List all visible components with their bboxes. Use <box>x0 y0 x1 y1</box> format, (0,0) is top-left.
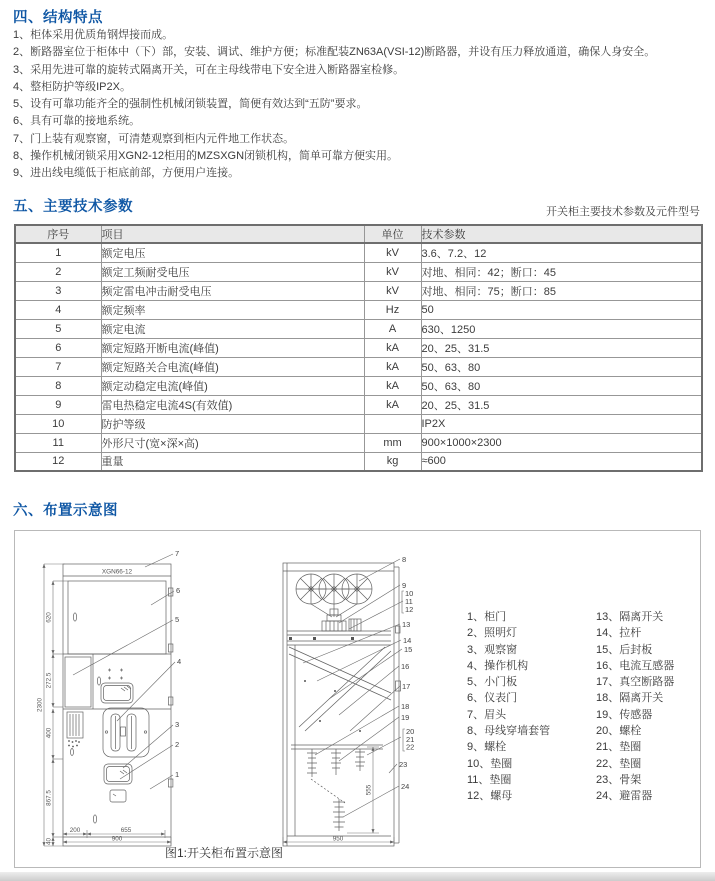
row-item: 重量 <box>101 452 364 471</box>
callout-number: 17 <box>402 682 411 691</box>
callout-number: 1 <box>175 770 180 779</box>
callout-number: 18 <box>401 702 410 711</box>
callout-number: 7 <box>175 549 180 558</box>
dimension-label: 555 <box>365 784 373 796</box>
parts-list-item: 10、垫圈 <box>467 757 513 770</box>
side-dimension-lines <box>283 747 394 844</box>
structure-feature-list <box>13 27 655 183</box>
row-item: 额定短路开断电流(峰值) <box>101 338 364 357</box>
callout-number: 19 <box>401 713 410 722</box>
section-title-layout-diagram: 六、布置示意图 <box>13 503 118 519</box>
row-value: 对地、相同：75；断口：85 <box>421 281 702 300</box>
callout-number: 5 <box>175 615 180 624</box>
row-item: 雷电热稳定电流4S(有效值) <box>101 395 364 414</box>
parts-list-item: 2、照明灯 <box>467 627 518 640</box>
callout-number: 14 <box>403 636 412 645</box>
row-value: 20、25、31.5 <box>421 395 702 414</box>
row-no: 8 <box>15 376 101 395</box>
row-value: 50、63、80 <box>421 376 702 395</box>
dimension-label: 950 <box>332 835 344 843</box>
callout-number: 2 <box>175 740 180 749</box>
parts-list-item: 24、避雷器 <box>596 790 653 803</box>
parts-list-item: 23、骨架 <box>596 773 642 786</box>
dimension-label: 620 <box>45 612 53 623</box>
feature-item: 1、柜体采用优质角钢焊接而成。 <box>13 29 174 41</box>
callout-number: 20 <box>406 727 415 736</box>
row-no: 1 <box>15 243 101 262</box>
dimension-label: 200 <box>69 827 81 834</box>
row-unit: Hz <box>364 300 421 319</box>
parts-list-item: 4、操作机构 <box>467 659 529 672</box>
row-unit: kA <box>364 338 421 357</box>
row-value: 50、63、80 <box>421 357 702 376</box>
table-row <box>15 357 702 376</box>
row-item: 频定雷电冲击耐受电压 <box>101 281 364 300</box>
callout-number: 13 <box>402 620 411 629</box>
parts-list-item: 20、螺栓 <box>596 725 642 738</box>
callout-number: 24 <box>401 782 410 791</box>
table-row <box>15 395 702 414</box>
front-view-drawing <box>63 564 173 846</box>
feature-item: 6、具有可靠的接地系统。 <box>13 115 141 128</box>
row-no: 5 <box>15 319 101 338</box>
row-value: 900×1000×2300 <box>421 433 702 452</box>
callout-number: 12 <box>405 605 414 614</box>
parts-list-item: 8、母线穿墙套管 <box>467 725 551 738</box>
row-unit: kA <box>364 357 421 376</box>
table-row <box>15 300 702 319</box>
dimension-label: 40 <box>45 837 53 846</box>
parts-list-item: 11、垫圈 <box>467 773 512 786</box>
row-no: 4 <box>15 300 101 319</box>
row-unit: kA <box>364 376 421 395</box>
row-item: 外形尺寸(宽×深×高) <box>101 433 364 452</box>
table-row <box>15 433 702 452</box>
callout-number: 11 <box>405 597 413 606</box>
row-no: 11 <box>15 433 101 452</box>
section-title-technical-parameters: 五、主要技术参数 <box>13 199 133 215</box>
row-item: 额定电流 <box>101 319 364 338</box>
row-no: 6 <box>15 338 101 357</box>
row-value: IP2X <box>421 414 702 433</box>
parts-list-item: 5、小门板 <box>467 676 518 689</box>
tech-params-table <box>14 224 703 472</box>
row-value: 50 <box>421 300 702 319</box>
row-value: 20、25、31.5 <box>421 338 702 357</box>
feature-item: 4、整柜防护等级IP2X。 <box>13 80 131 93</box>
parts-list-item: 19、传感器 <box>596 708 653 721</box>
row-value: 630、1250 <box>421 319 702 338</box>
table-row <box>15 281 702 300</box>
callout-number: 6 <box>176 586 181 595</box>
row-unit: kA <box>364 395 421 414</box>
table-row <box>15 376 702 395</box>
callout-number: 21 <box>406 735 415 744</box>
row-unit <box>364 414 421 433</box>
front-callout-leaders <box>73 554 175 789</box>
row-no: 2 <box>15 262 101 281</box>
parts-list-item: 14、拉杆 <box>596 627 642 640</box>
dimension-label: 2300 <box>36 697 44 713</box>
dimension-label: 655 <box>120 827 132 834</box>
layout-diagram-panel <box>14 530 701 868</box>
row-unit: kV <box>364 262 421 281</box>
feature-item: 9、进出线电缆低于柜底前部，方便用户连接。 <box>13 167 240 180</box>
row-unit: A <box>364 319 421 338</box>
column-header-item: 项目 <box>101 225 364 243</box>
figure-caption: 图1:开关柜布置示意图 <box>165 846 284 860</box>
table-row <box>15 414 702 433</box>
callout-number: 10 <box>405 589 414 598</box>
callout-number: 3 <box>175 720 180 729</box>
feature-item: 7、门上装有观察窗，可清楚观察到柜内元件地工作状态。 <box>13 132 295 145</box>
table-row <box>15 319 702 338</box>
dimension-label: 867.5 <box>45 790 53 806</box>
dimension-label: 272.5 <box>45 672 53 689</box>
row-unit: kg <box>364 452 421 471</box>
table-row <box>15 452 702 471</box>
column-header-value: 技术参数 <box>421 225 702 243</box>
parts-list-item: 3、观察窗 <box>467 643 518 656</box>
model-label: XGN66-12 <box>101 568 133 576</box>
parts-list-item: 1、柜门 <box>467 611 507 623</box>
callout-number: 15 <box>404 645 413 654</box>
feature-item: 5、设有可靠功能齐全的强制性机械闭锁装置，简便有效达到“五防”要求。 <box>13 98 368 111</box>
parts-list-item: 16、电流互感器 <box>596 659 675 672</box>
parts-list-item: 21、垫圈 <box>596 741 642 754</box>
parts-list-item: 22、垫圈 <box>596 757 642 770</box>
dimension-label: 900 <box>111 835 123 843</box>
row-item: 额定频率 <box>101 300 364 319</box>
parts-list-item: 17、真空断路器 <box>596 676 675 689</box>
feature-item: 3、采用先进可靠的旋转式隔离开关，可在主母线带电下安全进入断路器室检修。 <box>13 63 405 76</box>
row-unit: kV <box>364 281 421 300</box>
table-header-row <box>15 225 702 243</box>
callout-number: 9 <box>402 581 407 590</box>
dimension-label: 400 <box>45 727 53 739</box>
row-item: 额定动稳定电流(峰值) <box>101 376 364 395</box>
table-row <box>15 338 702 357</box>
parts-list-item: 6、仪表门 <box>467 692 518 705</box>
callout-number: 8 <box>402 555 407 564</box>
callout-number: 16 <box>401 662 410 671</box>
parts-list-item: 9、螺栓 <box>467 741 507 754</box>
parts-list-item: 13、隔离开关 <box>596 611 664 623</box>
row-value: 3.6、7.2、12 <box>421 243 702 262</box>
row-item: 防护等级 <box>101 414 364 433</box>
row-no: 7 <box>15 357 101 376</box>
row-value: 对地、相同：42；断口：45 <box>421 262 702 281</box>
section-title-structure-features: 四、结构特点 <box>13 10 103 26</box>
callout-number: 23 <box>399 760 408 769</box>
row-no: 9 <box>15 395 101 414</box>
table-row <box>15 262 702 281</box>
callout-number: 22 <box>406 742 415 752</box>
parts-list-item: 12、螺母 <box>467 790 513 803</box>
parts-list-item: 18、隔离开关 <box>596 692 664 705</box>
row-no: 3 <box>15 281 101 300</box>
row-unit: kV <box>364 243 421 262</box>
parts-list-column-1 <box>467 609 550 805</box>
row-value: ≈600 <box>421 452 702 471</box>
parts-list-item: 7、眉头 <box>467 708 507 721</box>
callout-number: 4 <box>177 657 182 666</box>
row-item: 额定工频耐受电压 <box>101 262 364 281</box>
column-header-no: 序号 <box>15 225 101 243</box>
row-no: 10 <box>15 414 101 433</box>
table-row <box>15 243 702 262</box>
row-no: 12 <box>15 452 101 471</box>
row-item: 额定短路关合电流(峰值) <box>101 357 364 376</box>
row-item: 额定电压 <box>101 243 364 262</box>
row-unit: mm <box>364 433 421 452</box>
feature-item: 2、断路器室位于柜体中（下）部，安装、调试、维护方便；标准配装ZN63A(VSI-12)断路器，并设有压力释放通道，确保人身安全。 <box>13 46 656 59</box>
table-subtitle: 开关柜主要技术参数及元件型号 <box>546 206 700 218</box>
parts-list-item: 15、后封板 <box>596 643 653 656</box>
parts-list-column-2 <box>596 609 674 805</box>
column-header-unit: 单位 <box>364 225 421 243</box>
side-view-drawing <box>283 563 401 846</box>
page-footer-band <box>0 872 715 881</box>
feature-item: 8、操作机械闭锁采用XGN2-12柜用的MZSXGN闭锁机构，简单可靠方便实用。 <box>13 150 399 163</box>
